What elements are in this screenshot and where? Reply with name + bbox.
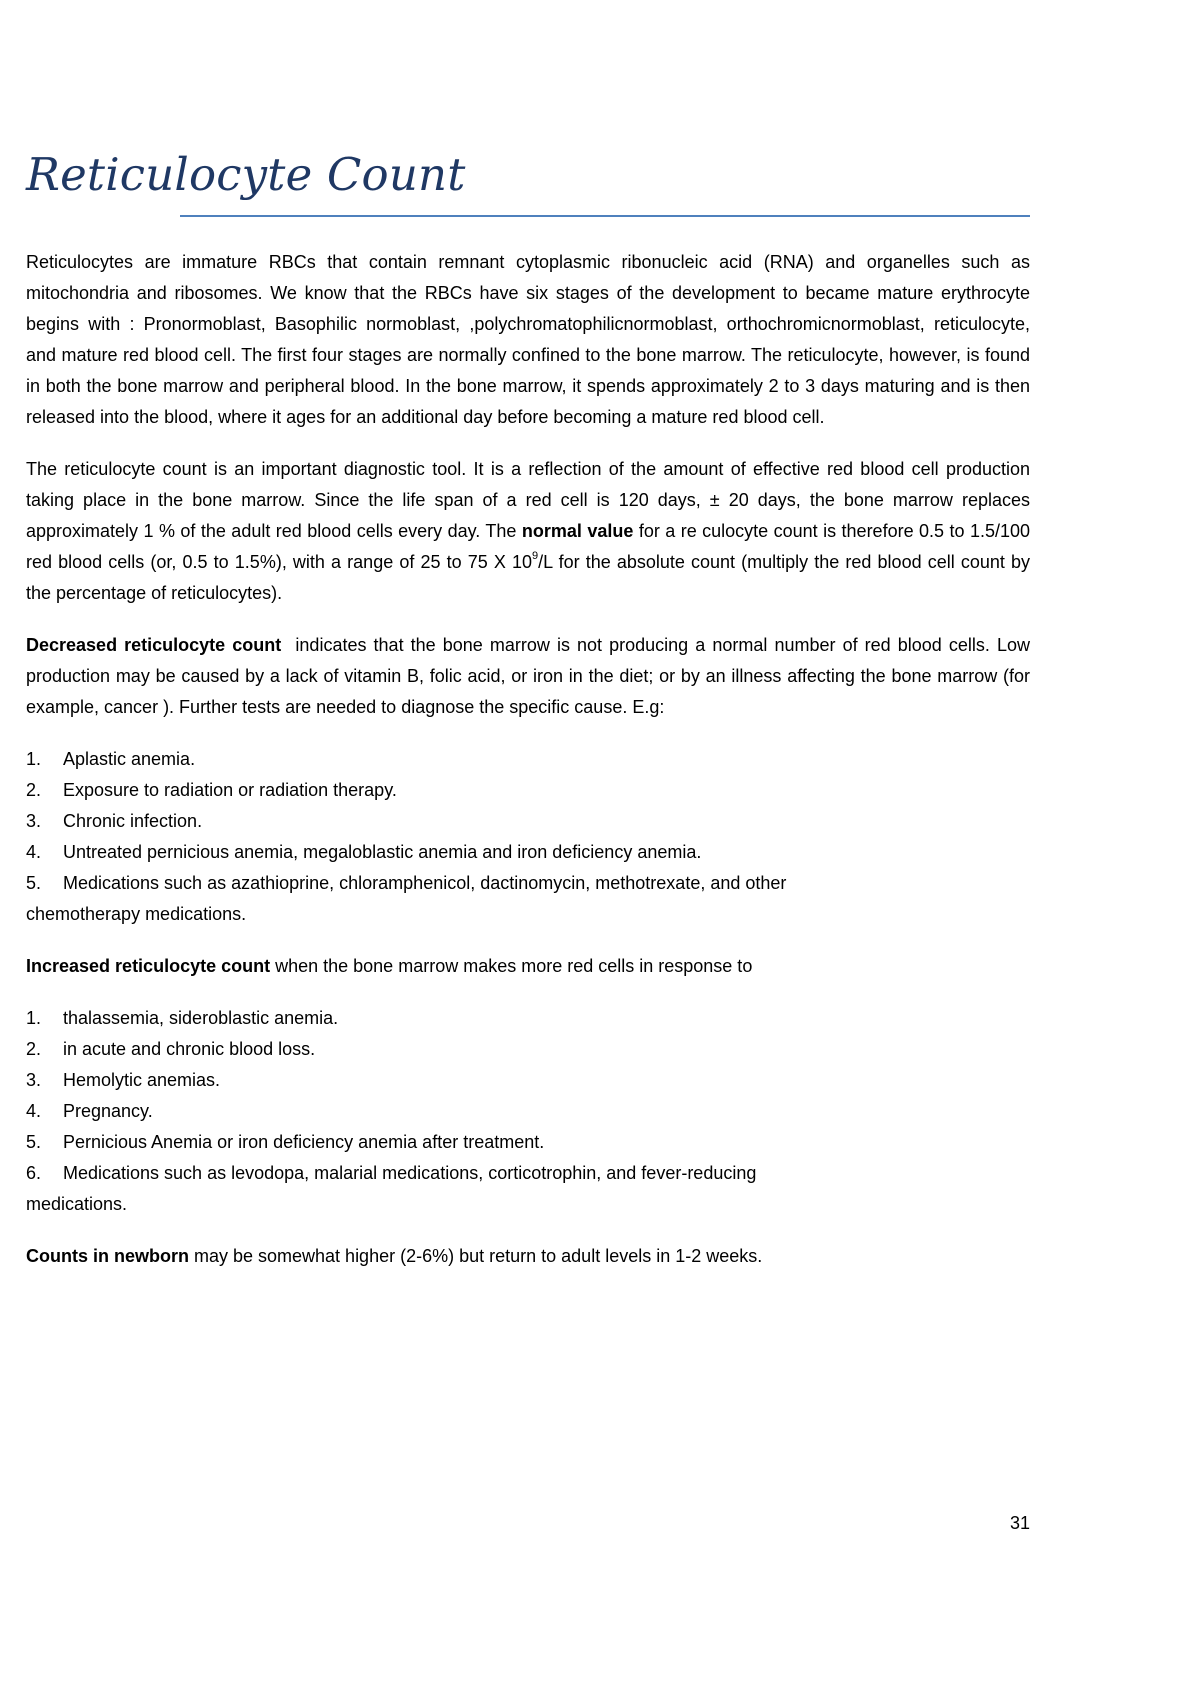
list-item <box>26 1034 1030 1065</box>
list-number: 2. <box>26 780 42 800</box>
list-text: Chronic infection. <box>63 811 203 831</box>
title-underline <box>180 215 1030 217</box>
list-number: 6. <box>26 1163 42 1183</box>
decreased-causes-list <box>26 744 1030 930</box>
page-title: Reticulocyte Count <box>26 148 466 201</box>
newborn-text: may be somewhat higher (2-6%) but return to adult levels in 1-2 weeks. <box>188 1246 763 1266</box>
list-item <box>26 1127 1030 1158</box>
decreased-heading: Decreased reticulocyte count <box>26 635 282 655</box>
list-item <box>26 1096 1030 1127</box>
increased-paragraph <box>26 951 1030 982</box>
increased-text: when the bone marrow makes more red cells in response to <box>270 956 753 976</box>
decreased-text: indicates that the bone marrow is not producing a normal number of red blood cells. Low production may be caused by a lack of vitamin B, folic acid, or iron in the diet; or by an illness affecting the bone marrow (for example, cancer ). Further tests are needed to diagnose the specific cause. E.g: <box>26 635 1036 717</box>
list-text: thalassemia, sideroblastic anemia. <box>63 1008 339 1028</box>
increased-causes-list <box>26 1003 1030 1220</box>
list-item <box>26 1065 1030 1096</box>
list-text: Medications such as levodopa, malarial medications, corticotrophin, and fever-reducing medications. <box>26 1163 757 1214</box>
diagnostic-text-1: The reticulocyte count is an important diagnostic tool. It is a reflection of the amount of effective red blood cell production taking place in the bone marrow. Since the life span of a red cell is 120 days, ± 20 days, the bone marrow replaces approximately 1 % of the adult red blood cells every day. The <box>26 459 1030 541</box>
newborn-paragraph <box>26 1241 1030 1272</box>
list-number: 1. <box>26 1008 42 1028</box>
list-number: 1. <box>26 749 42 769</box>
list-item <box>26 775 1030 806</box>
list-number: 5. <box>26 873 42 893</box>
list-item <box>26 1003 1030 1034</box>
diagnostic-text-3: /L for the absolute count (multiply the red blood cell count by the percentage of reticulocytes). <box>26 552 1030 603</box>
list-item <box>26 744 1030 775</box>
list-text: Pregnancy. <box>63 1101 153 1121</box>
list-item <box>26 806 1030 837</box>
list-number: 3. <box>26 1070 42 1090</box>
newborn-heading: Counts in newborn <box>26 1246 189 1266</box>
page-number: 31 <box>1009 1513 1030 1533</box>
list-number: 3. <box>26 811 42 831</box>
list-text: Exposure to radiation or radiation therapy. <box>63 780 397 800</box>
list-text: Hemolytic anemias. <box>63 1070 221 1090</box>
diagnostic-text-2: for a re culocyte count is therefore 0.5 to 1.5/100 red blood cells (or, 0.5 to 1.5%), with a range of 25 to 75 X 10 <box>26 521 1030 572</box>
page-content <box>26 247 1036 1293</box>
list-text: Medications such as azathioprine, chloramphenicol, dactinomycin, methotrexate, and other chemotherapy medications. <box>26 873 787 924</box>
decreased-paragraph <box>26 630 1036 723</box>
list-text: Untreated pernicious anemia, megaloblastic anemia and iron deficiency anemia. <box>63 842 702 862</box>
list-number: 4. <box>26 1101 42 1121</box>
list-number: 2. <box>26 1039 42 1059</box>
list-text: Aplastic anemia. <box>63 749 196 769</box>
list-item <box>26 1158 1030 1220</box>
intro-paragraph: Reticulocytes are immature RBCs that contain remnant cytoplasmic ribonucleic acid (RNA) and organelles such as mitochondria and ribosomes. We know that the RBCs have six stages of the development to became mature erythrocyte begins with : Pronormoblast, Basophilic normoblast, ,polychromatophilicnormoblast, orthochromicnormoblast, reticulocyte, and mature red blood cell. The first four stages are normally confined to the bone marrow. The reticulocyte, however, is found in both the bone marrow and peripheral blood. In the bone marrow, it spends approximately 2 to 3 days maturing and is then released into the blood, where it ages for an additional day before becoming a mature red blood cell. <box>26 252 1030 427</box>
list-text: Pernicious Anemia or iron deficiency anemia after treatment. <box>63 1132 545 1152</box>
diagnostic-paragraph <box>26 454 1030 609</box>
increased-heading: Increased reticulocyte count <box>26 956 271 976</box>
list-number: 4. <box>26 842 42 862</box>
exponent: 9 <box>532 550 539 562</box>
list-item <box>26 868 1030 930</box>
list-text: in acute and chronic blood loss. <box>63 1039 316 1059</box>
list-item <box>26 837 1030 868</box>
normal-value-label: normal value <box>521 521 634 541</box>
list-number: 5. <box>26 1132 42 1152</box>
